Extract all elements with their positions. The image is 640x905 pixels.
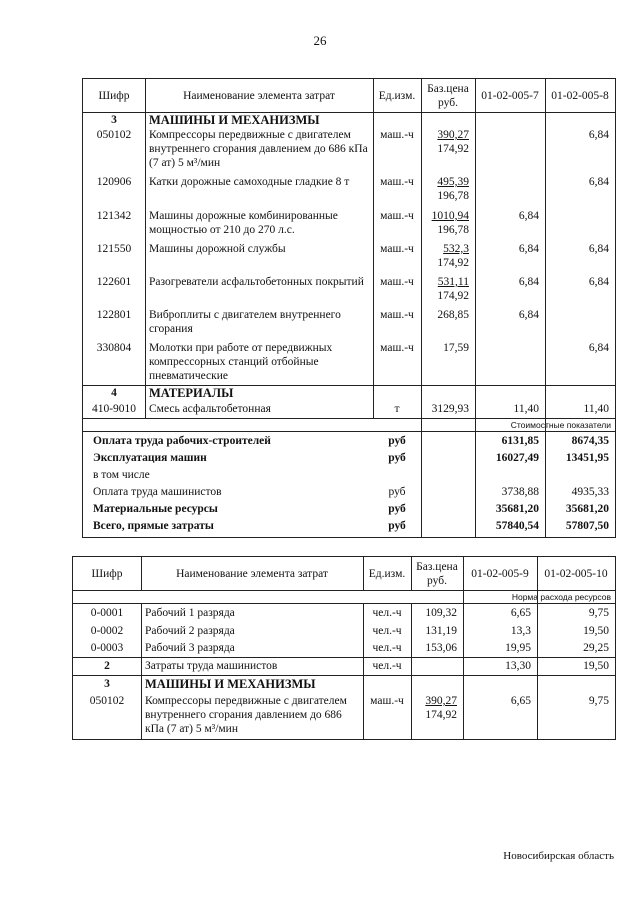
row-price: 131,19 — [425, 625, 457, 637]
total-row — [83, 451, 615, 467]
row-unit: маш.-ч — [380, 129, 414, 141]
price-value: 495,39 — [437, 176, 469, 188]
price-secondary: 174,92 — [437, 257, 469, 269]
total-value-8: 13451,95 — [565, 452, 609, 464]
row-name: Машины дорожной службы — [149, 243, 286, 255]
table-row — [83, 209, 615, 239]
row-price — [421, 175, 475, 205]
row-name: Молотки при работе от передвижных компрессорных станций отбойные пневматические — [149, 342, 333, 382]
section-materials — [83, 386, 615, 401]
row-price: 3129,93 — [431, 403, 469, 415]
table-row — [83, 128, 615, 172]
row-value-10: 9,75 — [588, 695, 609, 707]
norm-header — [73, 591, 615, 603]
total-row — [83, 502, 615, 518]
section-number: 3 — [104, 678, 110, 690]
header-name: Наименование элемента затрат — [183, 89, 335, 102]
row-value-10: 19,50 — [583, 660, 609, 672]
row-unit: маш.-ч — [380, 342, 414, 354]
row-code: 121342 — [96, 210, 132, 222]
row-value-7: 11,40 — [513, 403, 539, 415]
row-value-9: 13,3 — [510, 625, 531, 637]
total-unit: руб — [388, 503, 406, 515]
table-row — [73, 694, 615, 738]
row-name: Разогреватели асфальтобетонных покрытий — [149, 276, 364, 288]
row-value-9: 6,65 — [510, 695, 531, 707]
table-row — [83, 175, 615, 205]
row-value-7: 6,84 — [518, 309, 539, 321]
section-title: МАТЕРИАЛЫ — [149, 386, 234, 400]
row-value-7 — [475, 128, 545, 172]
row-price — [421, 308, 475, 338]
table-row — [73, 606, 615, 621]
section-machines — [83, 113, 615, 127]
total-row — [83, 519, 615, 535]
header-col-9: 01-02-005-9 — [471, 567, 529, 580]
section-number: 4 — [111, 387, 117, 399]
price-secondary: 196,78 — [437, 190, 469, 202]
table-row — [73, 624, 615, 639]
table-row — [83, 242, 615, 272]
price-value: 390,27 — [425, 695, 457, 707]
row-name: Смесь асфальтобетонная — [149, 403, 271, 415]
section-number: 2 — [104, 660, 110, 672]
header-price: Баз.цена руб. — [427, 82, 469, 109]
row-value-10: 9,75 — [588, 607, 609, 619]
price-value: 531,11 — [437, 276, 469, 288]
row-code: 0-0002 — [90, 625, 124, 637]
row-code: 120906 — [96, 176, 132, 188]
row-unit: чел.-ч — [372, 642, 402, 654]
header-col-8: 01-02-005-8 — [551, 89, 609, 102]
row-value-8 — [545, 209, 615, 239]
row-price: 109,32 — [425, 607, 457, 619]
total-label: Оплата труда рабочих-строителей — [93, 435, 271, 447]
total-row — [83, 434, 615, 450]
row-unit: маш.-ч — [380, 176, 414, 188]
table-row — [83, 275, 615, 305]
row-code: 0-0003 — [90, 642, 124, 654]
row-value-8: 6,84 — [588, 176, 609, 188]
total-value-7: 16027,49 — [495, 452, 539, 464]
total-unit: руб — [388, 520, 406, 532]
row-value-7: 6,84 — [518, 243, 539, 255]
row-price — [421, 341, 475, 385]
row-code: 122801 — [96, 309, 132, 321]
total-unit: руб — [388, 486, 406, 498]
row-value-8 — [545, 308, 615, 338]
row-value-8: 11,40 — [583, 403, 609, 415]
norm-header-label: Норма расхода ресурсов — [511, 592, 611, 602]
total-label: в том числе — [93, 469, 150, 481]
row-value-9: 19,95 — [505, 642, 531, 654]
row-value-9: 13,30 — [505, 660, 531, 672]
header-col-10: 01-02-005-10 — [544, 567, 608, 580]
price-value: 17,59 — [443, 342, 469, 354]
row-name: Рабочий 1 разряда — [145, 607, 235, 619]
section-machinist-labor — [73, 659, 615, 674]
row-value-7 — [475, 341, 545, 385]
price-value: 390,27 — [437, 129, 469, 141]
price-secondary: 174,92 — [437, 143, 469, 155]
section-number: 3 — [111, 114, 117, 126]
row-name: Рабочий 2 разряда — [145, 625, 235, 637]
row-code: 050102 — [96, 129, 132, 141]
row-price — [421, 275, 475, 305]
total-row — [83, 485, 615, 501]
row-unit: чел.-ч — [372, 607, 402, 619]
row-value-8: 6,84 — [588, 243, 609, 255]
row-code: 050102 — [89, 695, 125, 707]
cost-header-label: Стоимостные показатели — [510, 420, 611, 430]
total-label: Эксплуатация машин — [93, 452, 207, 464]
row-unit: т — [394, 403, 400, 415]
total-unit: руб — [388, 452, 406, 464]
price-value: 268,85 — [437, 309, 469, 321]
row-value-10: 29,25 — [583, 642, 609, 654]
section-machines — [73, 677, 615, 692]
table-header — [73, 557, 615, 590]
total-value-7: 6131,85 — [501, 435, 539, 447]
resource-table-2 — [72, 556, 616, 740]
row-code: 330804 — [96, 342, 132, 354]
total-value-7: 57840,54 — [495, 520, 539, 532]
header-code: Шифр — [91, 567, 123, 580]
row-price: 153,06 — [425, 642, 457, 654]
row-name: Машины дорожные комбинированные мощностью от 210 до 270 л.с. — [149, 210, 338, 236]
row-code: 121550 — [96, 243, 132, 255]
total-row — [83, 468, 615, 484]
total-value-7: 35681,20 — [495, 503, 539, 515]
row-name: Компрессоры передвижные с двигателем внутреннего сгорания давлением до 686 кПа (7 ат) 5 м³/мин — [149, 129, 368, 169]
row-price — [421, 128, 475, 172]
total-label: Материальные ресурсы — [93, 503, 218, 515]
table-row — [83, 341, 615, 385]
total-label: Всего, прямые затраты — [93, 520, 214, 532]
total-value-8: 8674,35 — [571, 435, 609, 447]
row-name: Компрессоры передвижные с двигателем внутреннего сгорания давлением до 686 кПа (7 ат) 5 м³/мин — [145, 695, 347, 735]
table-row — [83, 402, 615, 417]
header-name: Наименование элемента затрат — [176, 567, 328, 580]
table-row — [73, 641, 615, 656]
row-code: 410-9010 — [91, 403, 137, 415]
row-price — [421, 242, 475, 272]
total-value-8: 4935,33 — [571, 486, 609, 498]
row-value-9: 6,65 — [510, 607, 531, 619]
total-label: Оплата труда машинистов — [93, 486, 222, 498]
row-unit: чел.-ч — [372, 660, 402, 672]
price-secondary: 196,78 — [437, 224, 469, 236]
table-row — [83, 308, 615, 338]
header-price: Баз.цена руб. — [416, 560, 458, 587]
cost-indicators-header — [83, 419, 615, 431]
row-name: Рабочий 3 разряда — [145, 642, 235, 654]
resource-table-1 — [82, 78, 616, 538]
row-value-7 — [475, 175, 545, 205]
page-number: 26 — [313, 33, 327, 48]
row-value-10: 19,50 — [583, 625, 609, 637]
row-unit: чел.-ч — [372, 625, 402, 637]
row-code: 122601 — [96, 276, 132, 288]
row-unit: маш.-ч — [380, 243, 414, 255]
header-unit: Ед.изм. — [378, 89, 416, 102]
row-price — [411, 694, 463, 738]
price-value: 532,3 — [443, 243, 469, 255]
total-unit: руб — [388, 435, 406, 447]
price-secondary: 174,92 — [425, 709, 457, 721]
row-code: 0-0001 — [90, 607, 124, 619]
section-title: МАШИНЫ И МЕХАНИЗМЫ — [145, 677, 316, 691]
price-secondary: 174,92 — [437, 290, 469, 302]
row-unit: маш.-ч — [380, 210, 414, 222]
row-value-7: 6,84 — [518, 210, 539, 222]
row-unit: маш.-ч — [380, 276, 414, 288]
section-title: МАШИНЫ И МЕХАНИЗМЫ — [149, 113, 320, 127]
region-footer: Новосибирская область — [503, 850, 614, 862]
total-value-8: 35681,20 — [565, 503, 609, 515]
price-value: 1010,94 — [431, 210, 469, 222]
row-price — [421, 209, 475, 239]
row-name: Затраты труда машинистов — [145, 660, 278, 672]
table-header — [83, 79, 615, 112]
row-unit: маш.-ч — [380, 309, 414, 321]
row-unit: маш.-ч — [370, 695, 404, 707]
row-name: Катки дорожные самоходные гладкие 8 т — [149, 176, 350, 188]
total-value-7: 3738,88 — [501, 486, 539, 498]
row-value-8: 6,84 — [588, 342, 609, 354]
row-name: Виброплиты с двигателем внутреннего сгорания — [149, 309, 341, 335]
total-value-8: 57807,50 — [565, 520, 609, 532]
row-value-8: 6,84 — [588, 276, 609, 288]
row-value-8: 6,84 — [588, 129, 609, 141]
header-col-7: 01-02-005-7 — [481, 89, 539, 102]
header-unit: Ед.изм. — [368, 567, 406, 580]
header-code: Шифр — [98, 89, 130, 102]
row-value-7: 6,84 — [518, 276, 539, 288]
